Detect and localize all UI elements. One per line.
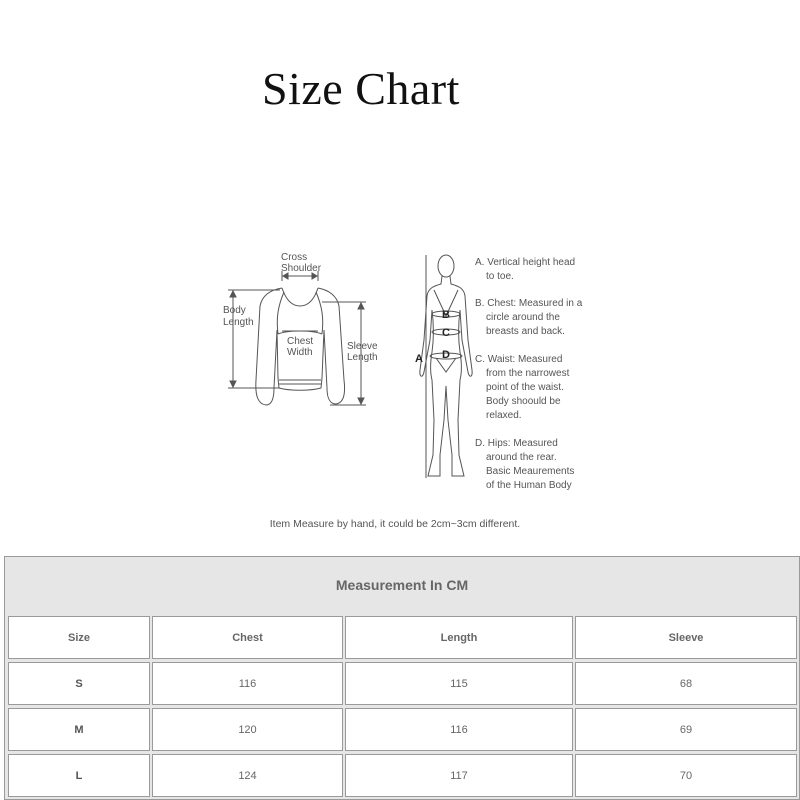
table-row-m-sleeve: 69 bbox=[575, 708, 797, 751]
svg-text:Body: Body bbox=[223, 305, 246, 316]
cross-shoulder-label bbox=[281, 252, 322, 274]
table-caption: Measurement In CM bbox=[335, 577, 469, 593]
svg-text:circle around the: circle around the bbox=[486, 312, 560, 323]
svg-text:Sleeve: Sleeve bbox=[347, 341, 378, 352]
svg-text:Length: Length bbox=[223, 317, 254, 328]
svg-text:A. Vertical height head: A. Vertical height head bbox=[475, 257, 576, 268]
measurement-legend bbox=[475, 257, 583, 491]
table-row-l-sleeve: 70 bbox=[575, 754, 797, 797]
header-length: Length bbox=[345, 616, 573, 659]
table-row-m-chest: 120 bbox=[152, 708, 343, 751]
svg-text:Length: Length bbox=[347, 352, 378, 363]
svg-text:B. Chest: Measured in a: B. Chest: Measured in a bbox=[475, 298, 583, 309]
table-row-m-length: 116 bbox=[345, 708, 573, 751]
header-chest: Chest bbox=[152, 616, 343, 659]
sleeve-length-label bbox=[347, 341, 378, 363]
svg-text:D. Hips: Measured: D. Hips: Measured bbox=[475, 438, 558, 449]
svg-text:D: D bbox=[442, 349, 450, 361]
svg-text:from the narrowest: from the narrowest bbox=[486, 368, 570, 379]
table-row-s-sleeve: 68 bbox=[575, 662, 797, 705]
svg-text:C. Waist: Measured: C. Waist: Measured bbox=[475, 354, 563, 365]
svg-text:C: C bbox=[442, 327, 450, 339]
svg-text:B: B bbox=[442, 309, 450, 321]
body-length-label bbox=[223, 305, 254, 328]
table-row-m-size: M bbox=[8, 708, 150, 751]
header-size: Size bbox=[8, 616, 150, 659]
svg-text:Chest: Chest bbox=[287, 336, 314, 347]
svg-text:A: A bbox=[415, 353, 423, 365]
svg-text:Body shoould be: Body shoould be bbox=[486, 396, 561, 407]
svg-text:to toe.: to toe. bbox=[486, 271, 514, 282]
measure-note: Item Measure by hand, it could be 2cm~3cm different. bbox=[269, 518, 521, 530]
header-sleeve: Sleeve bbox=[575, 616, 797, 659]
chest-width-label bbox=[287, 336, 313, 358]
page-title: Size Chart bbox=[262, 63, 460, 114]
table-row-s-length: 115 bbox=[345, 662, 573, 705]
table-row-l-size: L bbox=[8, 754, 150, 797]
size-table bbox=[4, 556, 800, 800]
table-row-l-length: 117 bbox=[345, 754, 573, 797]
table-row-s-size: S bbox=[8, 662, 150, 705]
svg-text:Width: Width bbox=[287, 347, 313, 358]
table-row-s-chest: 116 bbox=[152, 662, 343, 705]
body-figure-illustration bbox=[420, 255, 472, 476]
svg-text:Cross: Cross bbox=[281, 252, 308, 263]
svg-text:of the Human Body: of the Human Body bbox=[486, 480, 572, 491]
svg-text:Basic Meaurements: Basic Meaurements bbox=[486, 466, 575, 477]
svg-text:around the rear.: around the rear. bbox=[486, 452, 557, 463]
svg-text:Shoulder: Shoulder bbox=[281, 263, 322, 274]
svg-text:point of the waist.: point of the waist. bbox=[486, 382, 564, 393]
svg-text:relaxed.: relaxed. bbox=[486, 410, 522, 421]
table-row-l-chest: 124 bbox=[152, 754, 343, 797]
svg-text:breasts and back.: breasts and back. bbox=[486, 326, 565, 337]
